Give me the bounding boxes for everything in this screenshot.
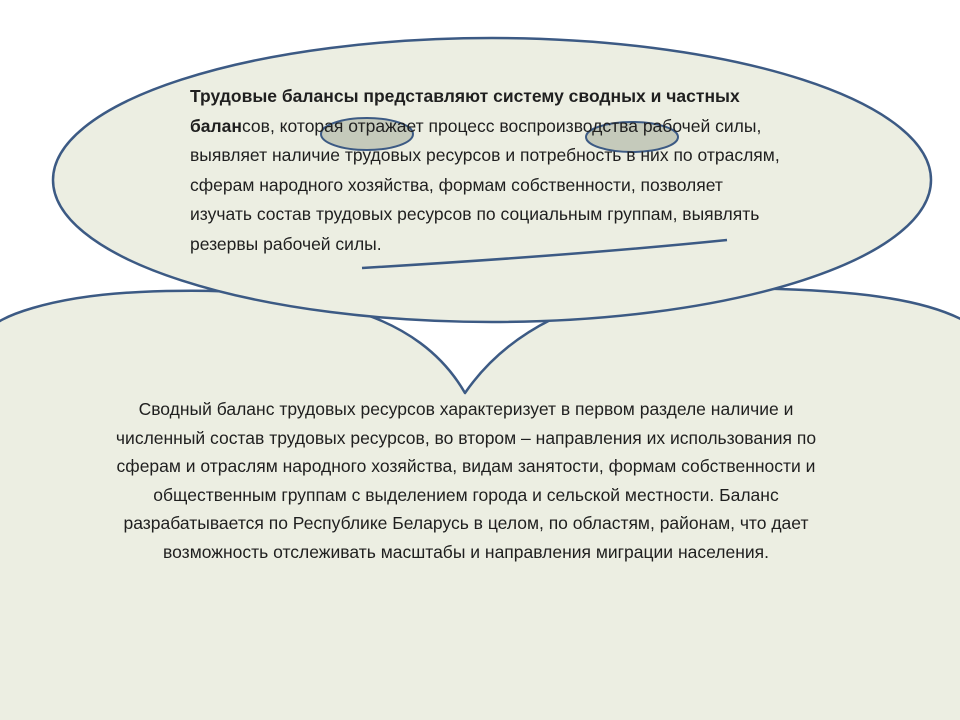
top-shape-text [190, 82, 780, 260]
top-shape-body-text: сов, которая отражает процесс воспроизводства рабочей силы, выявляет наличие трудовых ресурсов и потребность в них по отраслям, сферам народного хозяйства, формам собственности, позволяет изучать состав трудовых ресурсов по социальным группам, выявлять резервы рабочей силы. [190, 115, 780, 254]
heart-shape-text: Сводный баланс трудовых ресурсов характеризует в первом разделе наличие и численный состав трудовых ресурсов, во втором – направления их использования по сферам и отраслям народного хозяйства, видам занятости, формам собственности и общественным группам с выделением города и сельской местности. Баланс разрабатывается по Республике Беларусь в целом, по областям, районам, что дает возможность отслеживать масштабы и направления миграции населения. [115, 399, 817, 562]
top-shape-lead-text: Трудовые балансы представляют систему сводных и частных балан [190, 86, 740, 136]
